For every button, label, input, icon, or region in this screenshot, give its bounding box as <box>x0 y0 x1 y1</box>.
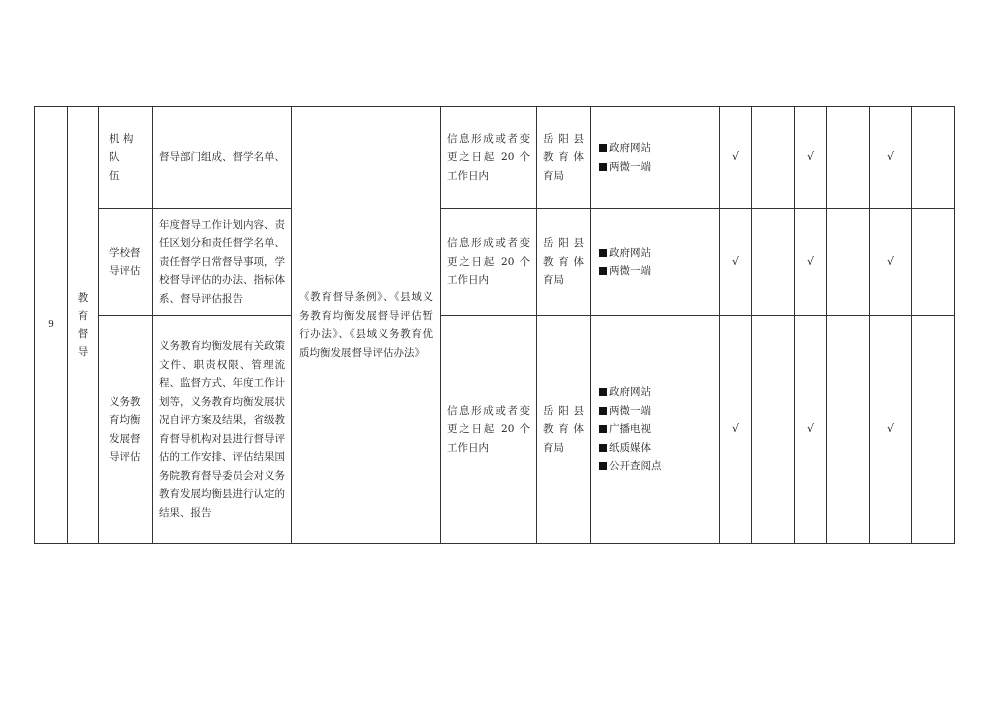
channel-label: 政府网站 <box>609 246 651 259</box>
square-bullet-icon <box>599 388 607 396</box>
square-bullet-icon <box>599 407 607 415</box>
time-limit-text: 信息形成或者变更之日起 20 个工作日内 <box>447 404 530 454</box>
time-limit-cell <box>441 316 537 544</box>
mark-cell: √ <box>870 316 912 544</box>
category-index: 9 <box>48 318 54 330</box>
channels-cell <box>591 316 720 544</box>
mark-cell <box>912 209 955 316</box>
channel-item <box>599 420 719 439</box>
channel-item <box>599 158 719 177</box>
content-cell <box>153 209 292 316</box>
mark-cell <box>912 316 955 544</box>
channel-item <box>599 383 719 402</box>
channel-item <box>599 262 719 281</box>
channel-label: 两微一端 <box>609 265 651 277</box>
item-name-line: 学校督 <box>109 246 141 259</box>
item-name-cell <box>99 316 153 544</box>
mark-cell: √ <box>870 107 912 209</box>
channel-item <box>599 457 719 476</box>
content-cell <box>153 316 292 544</box>
square-bullet-icon <box>599 249 607 257</box>
time-limit-text: 信息形成或者变更之日起 20 个工作日内 <box>447 132 530 182</box>
item-name-line: 义务教 <box>109 395 141 408</box>
mark-cell <box>827 107 870 209</box>
mark-cell: √ <box>870 209 912 316</box>
subject-text: 岳 阳 县 教 育 体 育局 <box>543 237 584 287</box>
channel-label: 两微一端 <box>609 404 651 417</box>
mark-cell <box>827 209 870 316</box>
time-limit-cell <box>441 107 537 209</box>
content-text: 义务教育均衡发展有关政策文件、职责权限、管理流程、监督方式、年度工作计划等，义务教育均衡发展状况自评方案及结果，省级教育督导机构对县进行督导评估的工作安排、评估结果国务院教育督导委员会对义务教育发展均衡县进行认定的结果、报告 <box>159 340 285 519</box>
mark-cell <box>752 209 795 316</box>
mark-cell: √ <box>720 209 752 316</box>
channel-item <box>599 244 719 263</box>
item-name-cell <box>99 107 153 209</box>
mark-cell: √ <box>795 107 827 209</box>
content-text: 年度督导工作计划内容、责任区划分和责任督学名单、责任督学日常督导事项，学校督导评估的办法、指标体系、督导评估报告 <box>159 218 285 305</box>
subject-text: 岳 阳 县 教 育 体 育局 <box>543 404 584 454</box>
mark-cell <box>827 316 870 544</box>
content-cell <box>153 107 292 209</box>
item-name-line: 导评估 <box>109 451 141 463</box>
subject-cell <box>537 209 591 316</box>
mark-cell: √ <box>720 316 752 544</box>
item-name-line: 发展督 <box>109 432 141 445</box>
channel-label: 公开查阅点 <box>609 460 662 473</box>
square-bullet-icon <box>599 163 607 171</box>
content-text: 督导部门组成、督学名单、 <box>159 151 285 164</box>
mark-cell: √ <box>795 209 827 316</box>
table-row <box>35 107 955 209</box>
item-name-line: 伍 <box>109 169 120 182</box>
basis-cell <box>292 107 441 544</box>
channel-item <box>599 439 719 458</box>
subject-cell <box>537 316 591 544</box>
mark-cell: √ <box>795 316 827 544</box>
mark-cell: √ <box>720 107 752 209</box>
item-name-line: 机 构 队 <box>109 132 134 164</box>
square-bullet-icon <box>599 444 607 452</box>
category-name-char: 育 <box>77 310 89 322</box>
channel-label: 广播电视 <box>609 423 651 436</box>
channels-cell <box>591 107 720 209</box>
item-name-line: 导评估 <box>109 265 141 277</box>
category-index-cell <box>35 107 68 544</box>
square-bullet-icon <box>599 144 607 152</box>
square-bullet-icon <box>599 425 607 433</box>
disclosure-table <box>34 106 955 544</box>
channel-label: 两微一端 <box>609 160 651 173</box>
subject-text: 岳 阳 县 教 育 体 育局 <box>543 132 584 182</box>
channel-label: 纸质媒体 <box>609 441 651 454</box>
mark-cell <box>752 107 795 209</box>
square-bullet-icon <box>599 462 607 470</box>
basis-text: 《教育督导条例》、《县域义务教育均衡发展督导评估暂行办法》、《县域义务教育优质均衡发展督导评估办法》 <box>299 291 433 359</box>
mark-cell <box>752 316 795 544</box>
mark-cell <box>912 107 955 209</box>
category-name-char: 导 <box>77 346 89 358</box>
channels-cell <box>591 209 720 316</box>
category-name-cell <box>68 107 99 544</box>
item-name-cell <box>99 209 153 316</box>
item-name-line: 育均衡 <box>109 414 141 426</box>
channel-item <box>599 402 719 421</box>
channel-label: 政府网站 <box>609 142 651 154</box>
category-name-char: 督 <box>77 328 89 340</box>
square-bullet-icon <box>599 267 607 275</box>
subject-cell <box>537 107 591 209</box>
category-name-char: 教 <box>77 292 89 304</box>
channel-label: 政府网站 <box>609 386 651 399</box>
time-limit-cell <box>441 209 537 316</box>
table-row <box>35 316 955 544</box>
time-limit-text: 信息形成或者变更之日起 20 个工作日内 <box>447 237 530 287</box>
table-row <box>35 209 955 316</box>
channel-item <box>599 139 719 158</box>
